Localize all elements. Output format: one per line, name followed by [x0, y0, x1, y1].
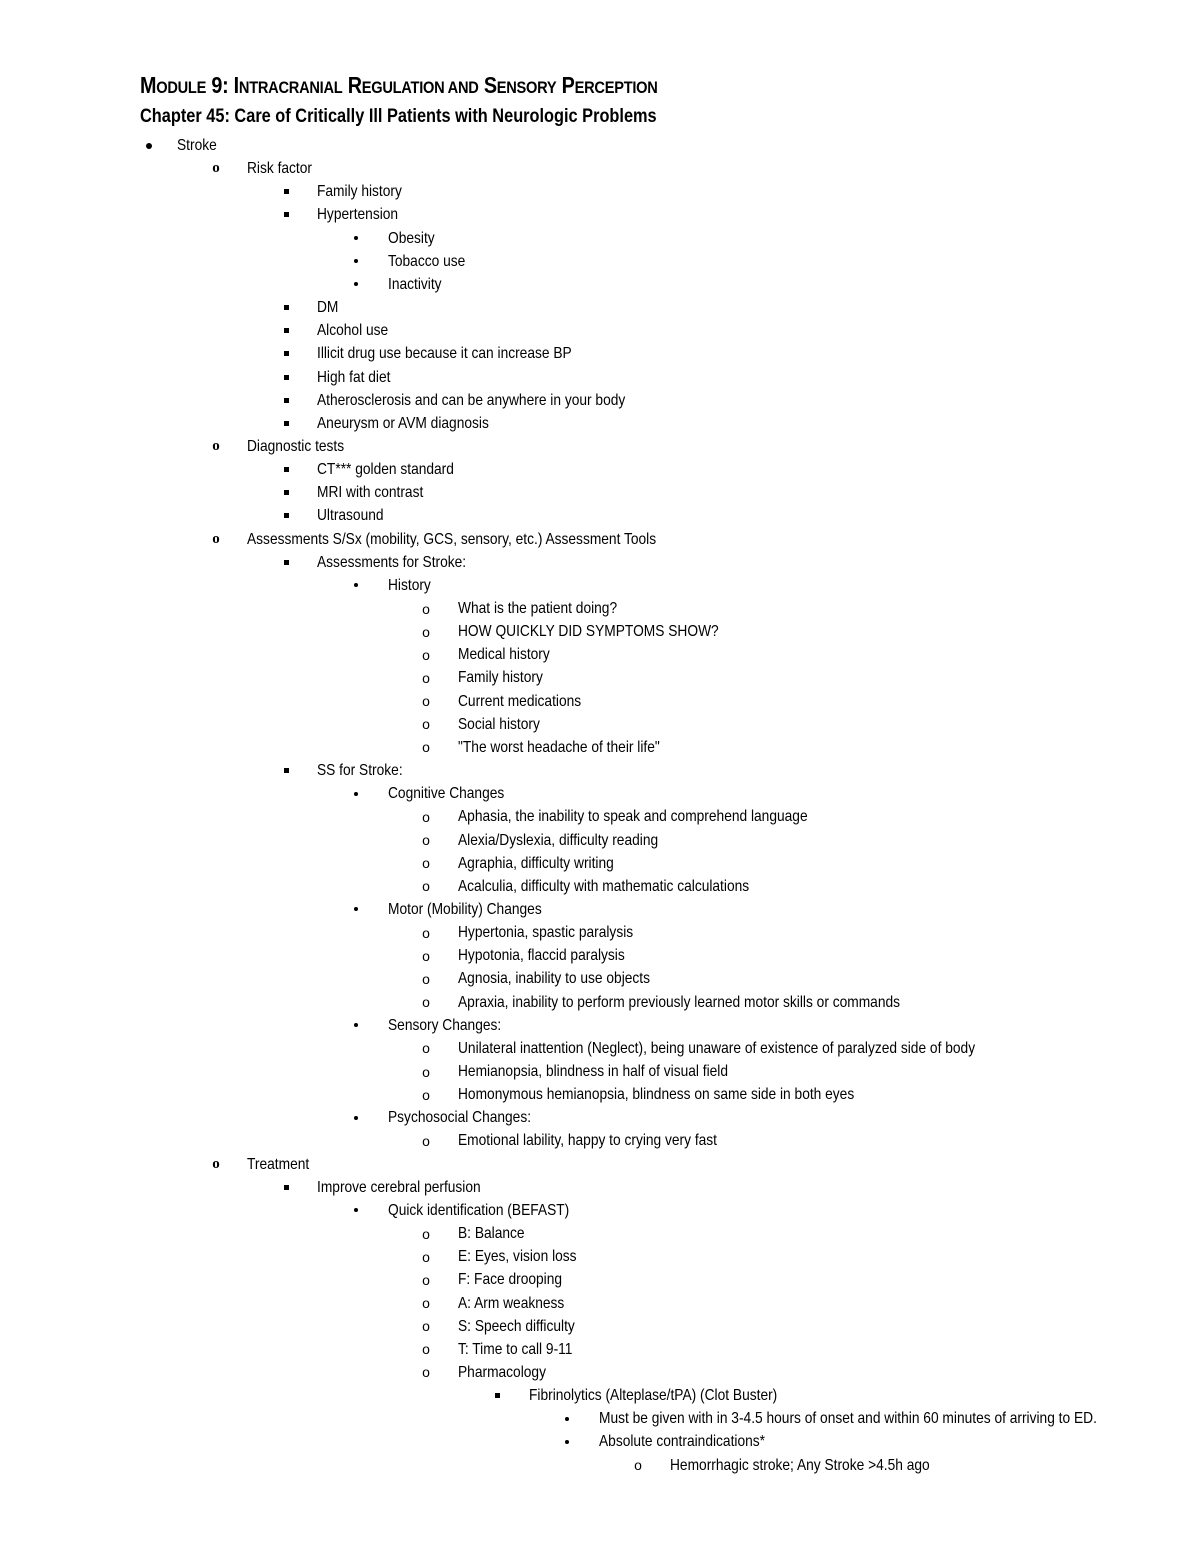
outline-item — [0, 1083, 1200, 1106]
outline-item — [0, 1384, 1200, 1407]
bullet-icon — [416, 713, 436, 736]
outline-item — [0, 342, 1200, 365]
outline-item-text: Improve cerebral perfusion — [317, 1178, 481, 1196]
bullet-icon — [139, 134, 159, 157]
bullet-icon — [416, 921, 436, 944]
outline-item — [0, 1430, 1200, 1453]
outline-item — [0, 1153, 1200, 1176]
outline-item-text: SS for Stroke: — [317, 762, 403, 780]
bullet-icon — [416, 991, 436, 1014]
outline-item-text: Stroke — [177, 137, 217, 154]
outline-item — [0, 829, 1200, 852]
outline-item-text: Assessments for Stroke: — [317, 553, 467, 571]
chapter-title: Chapter 45: Care of Critically Ill Patients with Neurologic Problems — [140, 106, 657, 127]
outline-item — [0, 389, 1200, 412]
outline-item — [0, 967, 1200, 990]
outline-item — [0, 134, 1200, 157]
outline-item-text: Illicit drug use because it can increase BP — [317, 345, 572, 363]
bullet-icon — [346, 898, 366, 921]
outline-item — [0, 551, 1200, 574]
bullet-icon — [416, 666, 436, 689]
bullet-icon — [346, 574, 366, 597]
outline-item-text: Pharmacology — [458, 1363, 546, 1381]
outline-item-text: Apraxia, inability to perform previously learned motor skills or commands — [458, 993, 901, 1011]
bullet-icon — [206, 1153, 226, 1176]
outline-item — [0, 435, 1200, 458]
outline-item-text: Must be given with in 3-4.5 hours of onset and within 60 minutes of arriving to ED. — [599, 1410, 1097, 1428]
outline-item — [0, 620, 1200, 643]
bullet-icon — [276, 203, 296, 226]
bullet-icon — [416, 967, 436, 990]
outline-item — [0, 1268, 1200, 1291]
bullet-icon — [416, 1338, 436, 1361]
outline-item — [0, 1176, 1200, 1199]
outline-item-text: Assessments S/Sx (mobility, GCS, sensory, etc.) Assessment Tools — [247, 530, 657, 548]
outline-item-text: Hemianopsia, blindness in half of visual field — [458, 1063, 728, 1080]
outline-item-text: E: Eyes, vision loss — [458, 1248, 577, 1266]
outline-item-text: Hemorrhagic stroke; Any Stroke >4.5h ago — [670, 1456, 930, 1474]
outline-item-text: Hypotonia, flaccid paralysis — [458, 947, 625, 965]
outline-item-text: Alexia/Dyslexia, difficulty reading — [458, 831, 659, 849]
bullet-icon — [557, 1407, 577, 1430]
bullet-icon — [276, 458, 296, 481]
outline-item-text: Fibrinolytics (Alteplase/tPA) (Clot Buster) — [529, 1387, 778, 1405]
bullet-icon — [276, 389, 296, 412]
outline-item — [0, 875, 1200, 898]
outline-item-text: B: Balance — [458, 1225, 525, 1243]
outline-item-text: F: Face drooping — [458, 1271, 563, 1289]
bullet-icon — [276, 366, 296, 389]
outline-item-text: HOW QUICKLY DID SYMPTOMS SHOW? — [458, 623, 719, 641]
outline-item-text: Cognitive Changes — [388, 785, 505, 803]
outline-item-text: Risk factor — [247, 160, 312, 178]
bullet-icon — [416, 690, 436, 713]
outline-item — [0, 481, 1200, 504]
outline-item-text: Current medications — [458, 692, 582, 710]
outline-item — [0, 759, 1200, 782]
outline-item — [0, 504, 1200, 527]
outline-item-text: Tobacco use — [388, 252, 466, 270]
outline-item-text: "The worst headache of their life" — [458, 738, 660, 756]
bullet-icon — [276, 342, 296, 365]
outline-item-text: Aneurysm or AVM diagnosis — [317, 414, 489, 432]
outline-item — [0, 1106, 1200, 1129]
bullet-icon — [276, 481, 296, 504]
bullet-icon — [346, 273, 366, 296]
outline-item — [0, 366, 1200, 389]
bullet-icon — [276, 412, 296, 435]
outline-item-text: Quick identification (BEFAST) — [388, 1201, 570, 1219]
bullet-icon — [276, 296, 296, 319]
module-title: MODULE 9: INTRACRANIAL REGULATION AND SENSORY PERCEPTION — [140, 72, 658, 98]
outline-item — [0, 203, 1200, 226]
outline-item — [0, 1222, 1200, 1245]
outline-item-text: CT*** golden standard — [317, 461, 454, 479]
outline-item — [0, 643, 1200, 666]
outline-item — [0, 458, 1200, 481]
bullet-icon — [276, 759, 296, 782]
outline-item — [0, 1454, 1200, 1477]
bullet-icon — [346, 227, 366, 250]
outline-item-text: Family history — [317, 183, 402, 201]
outline-item — [0, 1129, 1200, 1152]
outline-item — [0, 666, 1200, 689]
outline-item — [0, 782, 1200, 805]
outline-item-text: Sensory Changes: — [388, 1016, 502, 1034]
outline-item-text: Ultrasound — [317, 507, 384, 525]
outline-item — [0, 690, 1200, 713]
bullet-icon — [487, 1384, 507, 1407]
bullet-icon — [206, 157, 226, 180]
outline-item — [0, 713, 1200, 736]
outline-item-text: T: Time to call 9-11 — [458, 1340, 573, 1358]
outline-item — [0, 805, 1200, 828]
bullet-icon — [346, 1106, 366, 1129]
bullet-icon — [416, 1222, 436, 1245]
bullet-icon — [416, 1315, 436, 1338]
bullet-icon — [276, 551, 296, 574]
outline-item-text: Agnosia, inability to use objects — [458, 970, 650, 988]
bullet-icon — [416, 1129, 436, 1152]
outline-item-text: Social history — [458, 715, 540, 733]
outline-item — [0, 944, 1200, 967]
outline-item-text: Hypertonia, spastic paralysis — [458, 924, 634, 942]
bullet-icon — [416, 1037, 436, 1060]
outline-item-text: History — [388, 576, 431, 594]
bullet-icon — [416, 1060, 436, 1083]
outline-item-text: Medical history — [458, 646, 550, 664]
outline-item-text: Homonymous hemianopsia, blindness on same side in both eyes — [458, 1086, 855, 1104]
outline-item-text: Aphasia, the inability to speak and comprehend language — [458, 808, 808, 826]
outline-item — [0, 273, 1200, 296]
outline-item — [0, 296, 1200, 319]
bullet-icon — [416, 736, 436, 759]
outline-item — [0, 319, 1200, 342]
outline-item-text: Atherosclerosis and can be anywhere in your body — [317, 391, 626, 409]
outline-item-text: A: Arm weakness — [458, 1294, 565, 1312]
outline-item — [0, 991, 1200, 1014]
bullet-icon — [416, 643, 436, 666]
outline-item — [0, 1407, 1200, 1430]
outline-item — [0, 1338, 1200, 1361]
bullet-icon — [416, 597, 436, 620]
outline-item — [0, 1037, 1200, 1060]
outline-item-text: Agraphia, difficulty writing — [458, 854, 614, 872]
bullet-icon — [416, 805, 436, 828]
bullet-icon — [416, 944, 436, 967]
bullet-icon — [276, 319, 296, 342]
bullet-icon — [206, 528, 226, 551]
outline-item — [0, 412, 1200, 435]
outline-item-text: Treatment — [247, 1155, 310, 1173]
outline-item-text: Family history — [458, 669, 543, 687]
bullet-icon — [276, 180, 296, 203]
bullet-icon — [416, 1268, 436, 1291]
outline-item — [0, 1315, 1200, 1338]
outline-item — [0, 157, 1200, 180]
outline-item-text: MRI with contrast — [317, 484, 424, 502]
outline-item-text: High fat diet — [317, 368, 391, 386]
bullet-icon — [346, 1199, 366, 1222]
bullet-icon — [346, 1014, 366, 1037]
outline-item-text: Diagnostic tests — [247, 437, 345, 455]
outline-item — [0, 574, 1200, 597]
outline-item — [0, 736, 1200, 759]
outline-item-text: Motor (Mobility) Changes — [388, 900, 542, 918]
outline-item — [0, 1060, 1200, 1083]
bullet-icon — [628, 1454, 648, 1477]
outline-item — [0, 1245, 1200, 1268]
bullet-icon — [346, 782, 366, 805]
bullet-icon — [416, 875, 436, 898]
outline-item-text: Unilateral inattention (Neglect), being unaware of existence of paralyzed side of body — [458, 1039, 976, 1057]
bullet-icon — [416, 1245, 436, 1268]
outline-item-text: What is the patient doing? — [458, 600, 618, 617]
outline-item — [0, 1292, 1200, 1315]
bullet-icon — [276, 1176, 296, 1199]
bullet-icon — [416, 620, 436, 643]
outline-item-text: Psychosocial Changes: — [388, 1109, 532, 1127]
outline-item-text: Emotional lability, happy to crying very fast — [458, 1132, 718, 1150]
outline-item — [0, 1361, 1200, 1384]
outline-item — [0, 921, 1200, 944]
outline-item — [0, 227, 1200, 250]
bullet-icon — [416, 1083, 436, 1106]
outline-item-text: Obesity — [388, 229, 435, 247]
outline-item-text: Alcohol use — [317, 322, 389, 340]
bullet-icon — [557, 1430, 577, 1453]
outline-item — [0, 250, 1200, 273]
bullet-icon — [206, 435, 226, 458]
outline-item — [0, 852, 1200, 875]
outline-item-text: S: Speech difficulty — [458, 1317, 575, 1335]
outline-item-text: Absolute contraindications* — [599, 1433, 765, 1451]
outline-item — [0, 180, 1200, 203]
outline-item — [0, 1199, 1200, 1222]
bullet-icon — [416, 829, 436, 852]
outline-item — [0, 1014, 1200, 1037]
bullet-icon — [416, 1361, 436, 1384]
bullet-icon — [276, 504, 296, 527]
bullet-icon — [416, 852, 436, 875]
outline-item — [0, 898, 1200, 921]
bullet-icon — [346, 250, 366, 273]
outline-item-text: Hypertension — [317, 206, 399, 224]
outline-item — [0, 528, 1200, 551]
outline-item-text: DM — [317, 299, 339, 317]
outline-item-text: Acalculia, difficulty with mathematic calculations — [458, 877, 750, 895]
outline-item-text: Inactivity — [388, 275, 442, 293]
bullet-icon — [416, 1292, 436, 1315]
outline-item — [0, 597, 1200, 620]
